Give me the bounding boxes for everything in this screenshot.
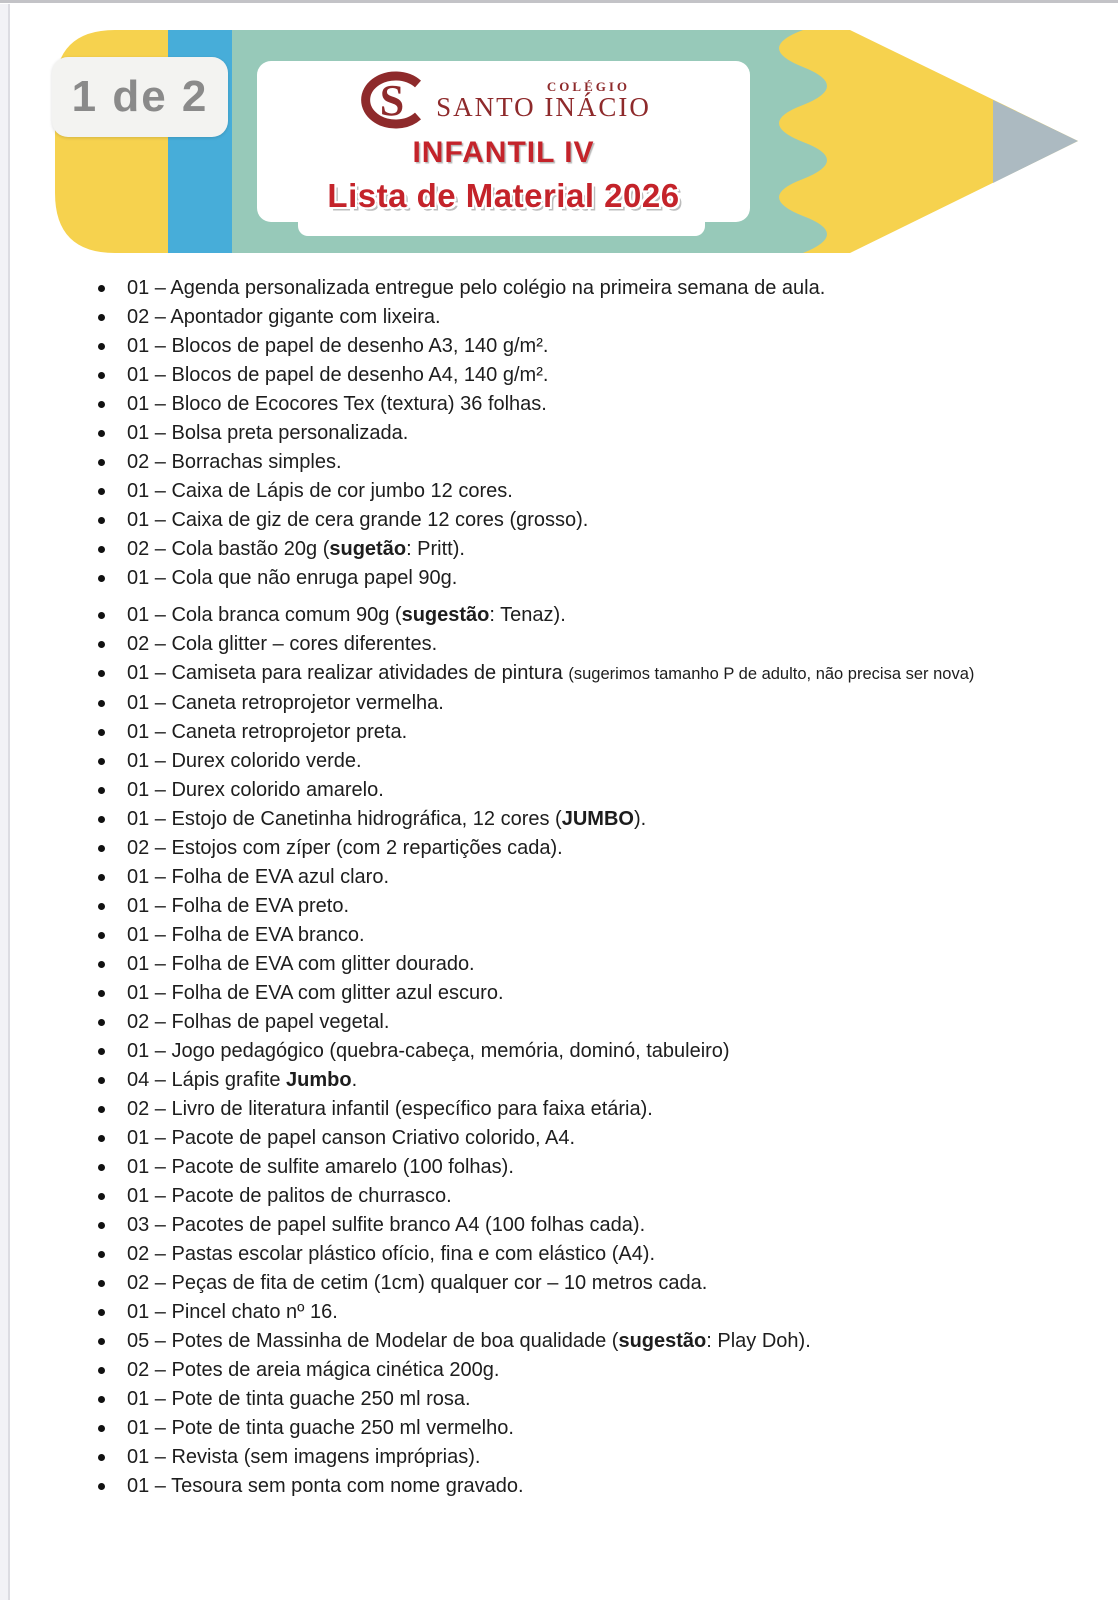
list-item-text: 01 – Pacote de sulfite amarelo (100 folhas). [127,1156,514,1178]
list-item-text: 01 – Caixa de giz de cera grande 12 cores (grosso). [127,509,589,531]
school-logo [257,71,750,129]
list-item [0,535,1070,564]
list-item-text: 01 – Revista (sem imagens impróprias). [127,1446,481,1468]
header-banner [0,0,1118,270]
list-item [0,1327,1070,1356]
bullet-icon [98,575,105,582]
bullet-icon [98,1367,105,1374]
bullet-icon [98,758,105,765]
bullet-icon [98,459,105,466]
list-item [0,1037,1070,1066]
page-number-badge: 1 de 2 [52,57,228,137]
list-item [0,332,1070,361]
list-item [0,1095,1070,1124]
bullet-icon [98,1309,105,1316]
list-item [0,1356,1070,1385]
list-item-text: 02 – Estojos com zíper (com 2 repartições cada). [127,837,563,859]
bullet-icon [98,430,105,437]
list-item-text: 01 – Camiseta para realizar atividades de pintura (sugerimos tamanho P de adulto, não precisa ser nova) [127,662,975,684]
list-item [0,274,1070,303]
list-item-text: 01 – Estojo de Canetinha hidrográfica, 12 cores (JUMBO). [127,808,647,830]
list-item-text: 02 – Apontador gigante com lixeira. [127,306,441,328]
list-item [0,390,1070,419]
bullet-icon [98,874,105,881]
bullet-icon [98,1164,105,1171]
list-item [0,1269,1070,1298]
list-item [0,805,1070,834]
list-item-text: 01 – Durex colorido verde. [127,750,362,772]
list-item [0,303,1070,332]
list-item-text: 02 – Potes de areia mágica cinética 200g. [127,1359,500,1381]
bullet-icon [98,961,105,968]
bullet-icon [98,787,105,794]
bullet-icon [98,670,105,677]
list-item-text: 01 – Caneta retroprojetor vermelha. [127,692,444,714]
list-item [0,892,1070,921]
list-item [0,834,1070,863]
list-item [0,1066,1070,1095]
list-item-text: 02 – Pastas escolar plástico ofício, fina e com elástico (A4). [127,1243,656,1265]
bullet-icon [98,1454,105,1461]
list-item-text: 02 – Folhas de papel vegetal. [127,1011,390,1033]
list-item [0,564,1070,593]
list-item [0,1008,1070,1037]
list-item [0,1211,1070,1240]
list-item [0,361,1070,390]
list-item [0,419,1070,448]
list-item-text: 01 – Folha de EVA azul claro. [127,866,390,888]
list-item-text: 01 – Folha de EVA com glitter dourado. [127,953,475,975]
list-item-text: 01 – Pincel chato nº 16. [127,1301,338,1323]
list-item-text: 01 – Agenda personalizada entregue pelo colégio na primeira semana de aula. [127,277,826,299]
bullet-icon [98,612,105,619]
list-item-text: 01 – Pote de tinta guache 250 ml rosa. [127,1388,471,1410]
bullet-icon [98,517,105,524]
bullet-icon [98,314,105,321]
list-item-text: 04 – Lápis grafite Jumbo. [127,1069,358,1091]
list-item [0,1182,1070,1211]
list-item [0,747,1070,776]
list-item-text: 01 – Folha de EVA com glitter azul escuro. [127,982,504,1004]
list-item-text: 01 – Cola que não enruga papel 90g. [127,567,458,589]
label-box-tab [298,221,705,236]
grade-title: INFANTIL IV [412,136,595,169]
school-type-label: COLÉGIO [546,78,631,94]
list-item-text: 01 – Bolsa preta personalizada. [127,422,409,444]
list-item-text: 01 – Blocos de papel de desenho A4, 140 g/m². [127,364,549,386]
list-item [0,689,1070,718]
list-item-text: 01 – Pote de tinta guache 250 ml vermelho. [127,1417,514,1439]
list-item-text: 03 – Pacotes de papel sulfite branco A4 (100 folhas cada). [127,1214,646,1236]
svg-text:S: S [379,76,405,125]
list-item [0,477,1070,506]
list-item-text: 01 – Tesoura sem ponta com nome gravado. [127,1475,524,1497]
list-item [0,630,1070,659]
list-item [0,950,1070,979]
list-item-text: 01 – Caixa de Lápis de cor jumbo 12 cores. [127,480,513,502]
list-item [0,1298,1070,1327]
school-logo-icon [356,71,432,129]
bullet-icon [98,1135,105,1142]
list-item [0,506,1070,535]
list-item-text: 02 – Livro de literatura infantil (específico para faixa etária). [127,1098,653,1120]
bullet-icon [98,1222,105,1229]
list-item-text: 02 – Cola glitter – cores diferentes. [127,633,438,655]
bullet-icon [98,729,105,736]
supply-list [0,274,1070,1501]
list-item-text: 05 – Potes de Massinha de Modelar de boa qualidade (sugestão: Play Doh). [127,1330,811,1352]
list-item [0,979,1070,1008]
list-item-text: 01 – Folha de EVA branco. [127,924,365,946]
bullet-icon [98,1280,105,1287]
list-item [0,1472,1070,1501]
list-item [0,863,1070,892]
list-title: Lista de Material 2026 [327,177,680,214]
list-item [0,448,1070,477]
bullet-icon [98,1483,105,1490]
list-item [0,1240,1070,1269]
bullet-icon [98,641,105,648]
list-item-text: 01 – Caneta retroprojetor preta. [127,721,408,743]
list-item-text: 02 – Borrachas simples. [127,451,342,473]
list-item-text: 01 – Jogo pedagógico (quebra-cabeça, memória, dominó, tabuleiro) [127,1040,730,1062]
school-logo-text [436,80,651,121]
bullet-icon [98,932,105,939]
bullet-icon [98,343,105,350]
bullet-icon [98,285,105,292]
bullet-icon [98,903,105,910]
bullet-icon [98,372,105,379]
bullet-icon [98,1338,105,1345]
bullet-icon [98,816,105,823]
bullet-icon [98,1106,105,1113]
bullet-icon [98,990,105,997]
list-item [0,1443,1070,1472]
list-item-text: 01 – Bloco de Ecocores Tex (textura) 36 folhas. [127,393,547,415]
list-item-text: 01 – Pacote de papel canson Criativo colorido, A4. [127,1127,576,1149]
list-item-text: 01 – Pacote de palitos de churrasco. [127,1185,452,1207]
bullet-icon [98,700,105,707]
header-label-box [257,61,750,222]
bullet-icon [98,488,105,495]
list-item-text: 01 – Folha de EVA preto. [127,895,350,917]
list-item [0,1414,1070,1443]
list-item-text: 02 – Peças de fita de cetim (1cm) qualquer cor – 10 metros cada. [127,1272,708,1294]
list-item-text: 01 – Cola branca comum 90g (sugestão: Tenaz). [127,604,566,626]
bullet-icon [98,1019,105,1026]
bullet-icon [98,1193,105,1200]
list-item-text: 02 – Cola bastão 20g (sugetão: Pritt). [127,538,465,560]
bullet-icon [98,1396,105,1403]
list-item-text: 01 – Durex colorido amarelo. [127,779,384,801]
bullet-icon [98,1077,105,1084]
school-name: SANTO INÁCIO [436,91,651,122]
list-item [0,1385,1070,1414]
list-item [0,1124,1070,1153]
list-item-text: 01 – Blocos de papel de desenho A3, 140 g/m². [127,335,549,357]
bullet-icon [98,1251,105,1258]
bullet-icon [98,401,105,408]
list-item [0,659,1070,689]
list-item [0,921,1070,950]
list-item [0,718,1070,747]
bullet-icon [98,845,105,852]
list-item [0,1153,1070,1182]
list-item [0,601,1070,630]
bullet-icon [98,1048,105,1055]
bullet-icon [98,1425,105,1432]
list-item [0,776,1070,805]
bullet-icon [98,546,105,553]
